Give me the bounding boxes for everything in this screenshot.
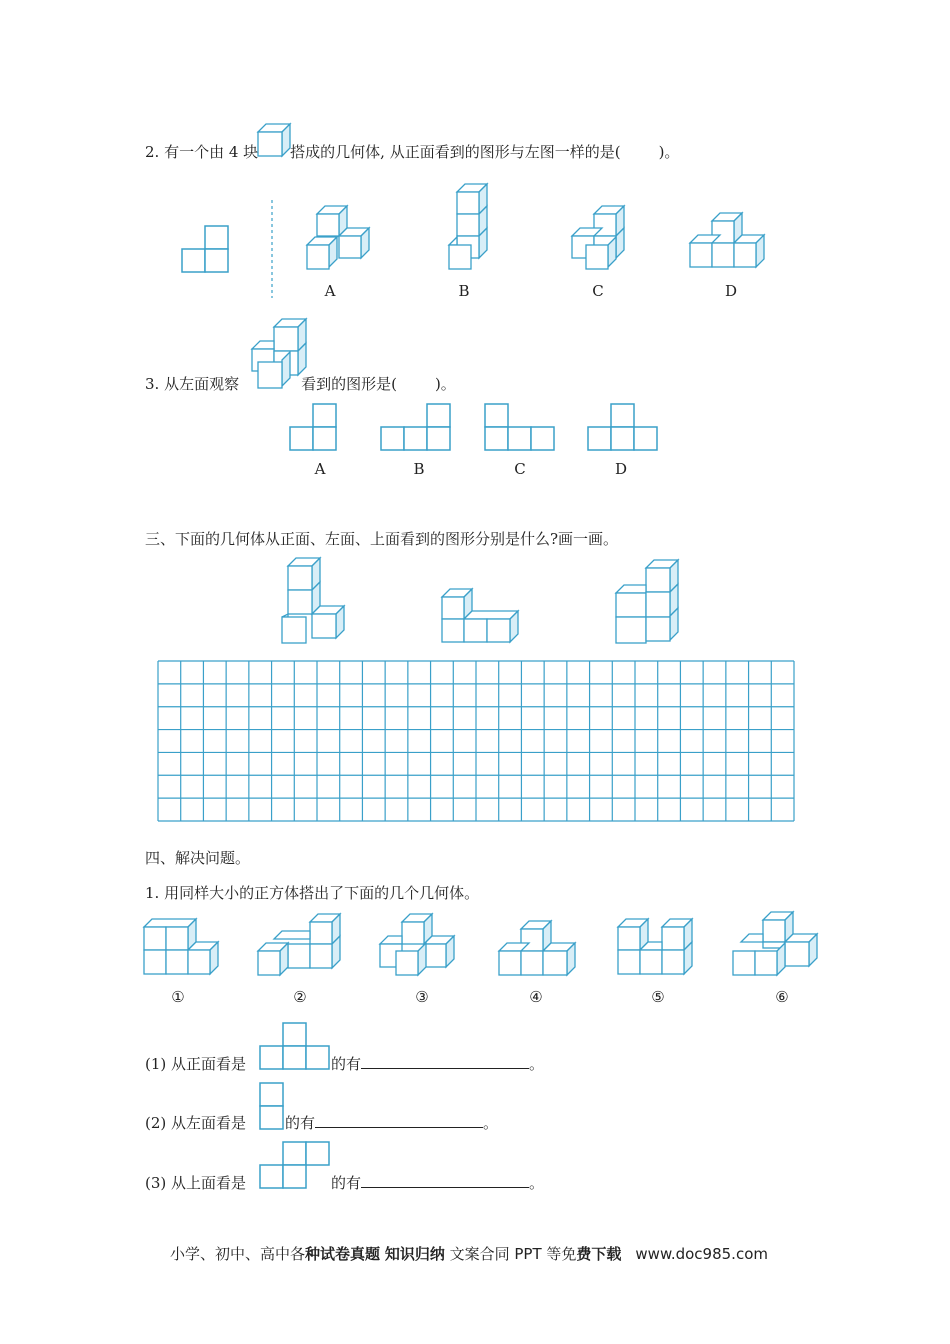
sub2-prefix: (2) 从左面看是 xyxy=(145,1114,247,1132)
q2-text xyxy=(145,142,679,162)
footer-bold2: 知识归纳 xyxy=(384,1245,445,1263)
q2-text-after: 搭成的几何体, 从正面看到的图形与左图一样的是( xyxy=(290,143,621,161)
drawing-grid[interactable] xyxy=(157,660,795,822)
q2-inline-cube xyxy=(258,124,294,160)
q3-option-a-figure xyxy=(290,403,340,453)
sub3-top-view-figure xyxy=(259,1141,333,1193)
sub1-answer[interactable] xyxy=(331,1054,544,1074)
section3-title: 三、下面的几何体从正面、左面、上面看到的图形分别是什么?画一画。 xyxy=(145,530,619,548)
q3-option-c-label: C xyxy=(514,460,526,478)
q2-option-b-label: B xyxy=(458,282,470,300)
footer-bold3: 费下载 xyxy=(576,1245,622,1263)
sub2-left-view-figure xyxy=(259,1082,287,1134)
sub1-front-view-figure xyxy=(259,1022,333,1074)
sub1-suffix: 的有 xyxy=(331,1055,362,1073)
solid-2-label: ② xyxy=(293,988,307,1006)
sub2-end: 。 xyxy=(483,1114,499,1132)
sub3-answer-blank[interactable] xyxy=(361,1173,529,1188)
solid-1 xyxy=(142,918,222,980)
solid-4-label: ④ xyxy=(529,988,543,1006)
section4-title: 四、解决问题。 xyxy=(145,849,251,867)
q3-text-end: )。 xyxy=(434,375,456,393)
sub3-suffix: 的有 xyxy=(331,1174,362,1192)
solid-5 xyxy=(616,918,698,980)
q2-divider xyxy=(270,200,274,300)
footer xyxy=(170,1243,768,1264)
q3-text-before: 3. 从左面观察 xyxy=(145,375,240,393)
q2-option-c-figure xyxy=(570,205,635,275)
q2-text-before: 2. 有一个由 4 块 xyxy=(145,143,259,161)
sub3-answer[interactable] xyxy=(331,1173,544,1193)
q2-option-b-figure xyxy=(447,183,492,273)
solid-5-label: ⑤ xyxy=(651,988,665,1006)
sub1-answer-blank[interactable] xyxy=(361,1054,529,1069)
q2-text-end: )。 xyxy=(658,143,680,161)
solid-3 xyxy=(378,913,460,979)
sub2-answer[interactable] xyxy=(285,1113,498,1133)
solid-4 xyxy=(497,920,579,980)
sub2-suffix: 的有 xyxy=(285,1114,316,1132)
q3-option-b-label: B xyxy=(413,460,425,478)
footer-url[interactable]: www.doc985.com xyxy=(635,1245,768,1263)
q2-option-a-figure xyxy=(305,205,375,275)
footer-part1: 小学、初中、高中各 xyxy=(170,1245,306,1263)
q2-reference-figure xyxy=(182,225,232,275)
solid-3-label: ③ xyxy=(415,988,429,1006)
solid-1-label: ① xyxy=(171,988,185,1006)
q2-option-d-figure xyxy=(688,212,773,272)
section3-solid-2 xyxy=(440,588,522,648)
sub3-end: 。 xyxy=(529,1174,545,1192)
q2-option-d-label: D xyxy=(724,282,738,300)
q3-solid-figure xyxy=(250,318,312,392)
q3-option-b-figure xyxy=(381,403,453,453)
q3-option-a-label: A xyxy=(314,460,326,478)
q3-option-c-figure xyxy=(485,403,557,453)
sub1-end: 。 xyxy=(529,1055,545,1073)
q2-option-a-label: A xyxy=(324,282,336,300)
q3-option-d-figure xyxy=(588,403,660,453)
q2-option-c-label: C xyxy=(592,282,604,300)
sub2-answer-blank[interactable] xyxy=(315,1113,483,1128)
q3-text-after: 看到的图形是( xyxy=(301,375,397,393)
section3-solid-3 xyxy=(614,559,684,649)
footer-part3: 文案合同 PPT 等免 xyxy=(444,1245,577,1263)
section4-q1-text: 1. 用同样大小的正方体搭出了下面的几个几何体。 xyxy=(145,884,480,902)
sub1-prefix: (1) 从正面看是 xyxy=(145,1055,247,1073)
footer-bold1: 种试卷真题 xyxy=(305,1245,381,1263)
section3-solid-1 xyxy=(280,557,350,647)
solid-6 xyxy=(731,911,821,979)
solid-2 xyxy=(256,913,346,979)
q3-option-d-label: D xyxy=(614,460,628,478)
solid-6-label: ⑥ xyxy=(775,988,789,1006)
sub3-prefix: (3) 从上面看是 xyxy=(145,1174,247,1192)
